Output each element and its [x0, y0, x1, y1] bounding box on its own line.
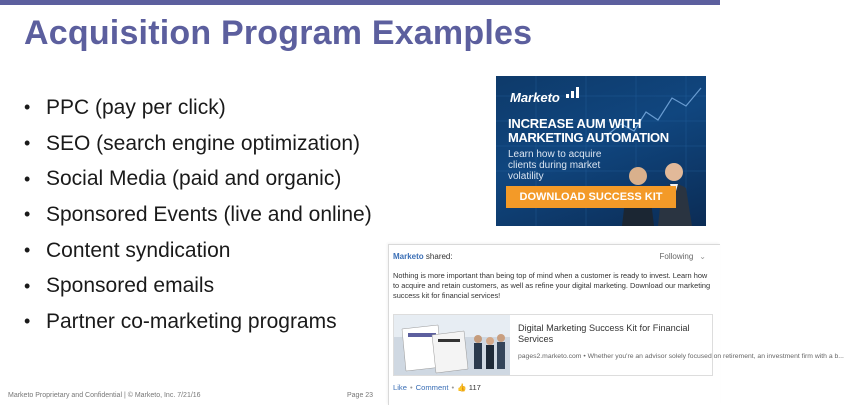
- banner-ad[interactable]: [496, 76, 706, 226]
- slide-footer: Marketo Proprietary and Confidential | © Marketo, Inc. 7/21/16: [8, 392, 201, 399]
- bullet-item: [24, 304, 372, 340]
- bullet-text: Sponsored emails: [46, 274, 215, 298]
- bullet-item: [24, 268, 372, 304]
- bullet-text: SEO (search engine optimization): [46, 131, 360, 155]
- action-separator: •: [409, 383, 413, 392]
- bullet-item: [24, 161, 372, 197]
- slide-title: Acquisition Program Examples: [24, 14, 533, 52]
- bullet-text: Social Media (paid and organic): [46, 167, 342, 191]
- bullet-text: Sponsored Events (live and online): [46, 202, 372, 226]
- logo-bars-icon: [566, 86, 580, 98]
- following-label: Following: [659, 252, 694, 261]
- shared-link-card[interactable]: [393, 314, 844, 376]
- link-title[interactable]: Digital Marketing Success Kit for Financial Services: [518, 323, 690, 344]
- download-success-kit-button[interactable]: DOWNLOAD SUCCESS KIT: [506, 186, 676, 208]
- ad-headline-2: MARKETING AUTOMATION: [508, 130, 669, 145]
- link-thumbnail-image: [394, 315, 510, 375]
- post-author-link[interactable]: Marketo: [393, 252, 424, 261]
- like-button[interactable]: Like: [393, 383, 407, 392]
- comment-button[interactable]: Comment: [415, 383, 449, 392]
- bullet-list: [24, 90, 372, 340]
- bullet-item: [24, 126, 372, 162]
- bullet-item: [24, 197, 372, 233]
- bullet-item: [24, 90, 372, 126]
- post-header: [393, 252, 453, 261]
- bullet-icon: •: [24, 133, 31, 154]
- bullet-icon: •: [24, 204, 31, 225]
- like-count: 117: [468, 383, 481, 392]
- bullet-icon: •: [24, 97, 31, 118]
- bullet-text: Partner co-marketing programs: [46, 309, 337, 333]
- post-action-text: shared:: [425, 252, 453, 261]
- bullet-item: [24, 233, 372, 269]
- bullet-text: Content syndication: [46, 238, 231, 262]
- bullet-icon: •: [24, 240, 31, 261]
- social-post-card: [388, 244, 844, 405]
- chevron-down-icon: ⌄: [699, 252, 706, 261]
- bullet-icon: •: [24, 168, 31, 189]
- top-accent-bar: [0, 0, 720, 5]
- link-meta: [518, 352, 844, 361]
- meta-separator: •: [583, 353, 588, 360]
- bullet-text: PPC (pay per click): [46, 95, 226, 119]
- thumbs-up-icon: 👍: [457, 383, 467, 392]
- ad-logo: Marketo: [510, 90, 560, 105]
- action-separator: •: [451, 383, 455, 392]
- following-button[interactable]: [660, 252, 707, 261]
- link-domain: pages2.marketo.com: [518, 353, 582, 360]
- page-number: Page 23: [347, 392, 374, 399]
- ad-subtext: Learn how to acquire clients during market volatility: [508, 149, 602, 182]
- ad-headline-1: INCREASE AUM WITH: [508, 116, 642, 131]
- post-actions: [393, 383, 481, 392]
- post-body-text: Nothing is more important than being top of mind when a customer is ready to invest. Learn how to acquire and retain customers, as well as refine your digital marketing. Download our marketing success kit for financial services!: [393, 271, 711, 300]
- bullet-icon: •: [24, 275, 31, 296]
- link-snippet: Whether you're an advisor solely focused on retirement, an investment firm with a b...: [587, 353, 844, 360]
- bullet-icon: •: [24, 311, 31, 332]
